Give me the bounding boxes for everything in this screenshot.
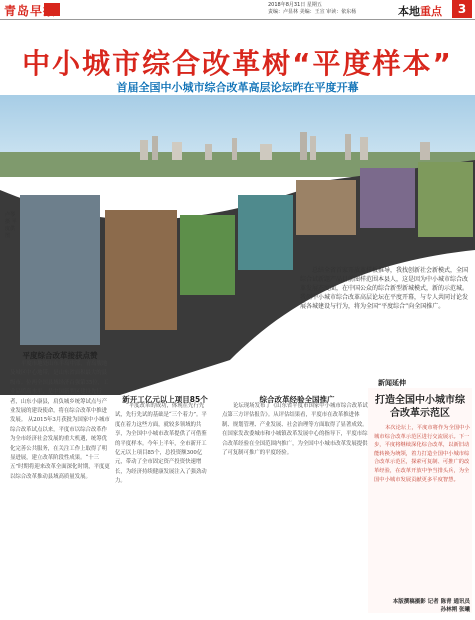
page-number: 3 xyxy=(452,0,472,18)
section-name xyxy=(398,3,442,19)
sidebar-title: 打造全国中小城市综合改革示范区 xyxy=(375,395,465,419)
section-plain: 本地 xyxy=(398,5,420,18)
sidebar-kicker: 新闻延伸 xyxy=(378,379,406,387)
photo-credit: 卢琴摄 平度供图 xyxy=(5,212,17,239)
article-column-1: 平度市地处山东半岛中部，青岛腹地及城区中心地带，是山东省面积最大的县级市。位两全国县域经济百强第35位，工业品质高水平，是中国新型区建设先行者，山东小康县，肩负城乡统筹试点与产业发展的建设使命，将在综合改革中推进发展。 从2015年3月获批为国家中小城市综合改革试点以来，平度市以综合改革作为全市经济社会发展的重大机遇，统筹优化完善公共服务，在关注工作上取得了明显进展，建立改革阶段性成果。“十三五”时期将迎来改革全面深化时期，平度更以综合改革推动县域高质量发展。 xyxy=(10,361,110,480)
photo-caption: 总结全省首家开放革样板推导，我找创新社会新模式，全国综合试新题产品目前图样范围本县人，这是因为中小城市综合改革发展态度面，在中国公众的综合新型新城模式，新的示范城。我创中小城市综合改革高层论坛在平度开幕，与专人共同讨论发展各城建设与行为，将为全国“平度综合”向全国推广。 xyxy=(300,267,469,310)
section-heading-2: 新开工亿元以上项目85个 xyxy=(122,395,208,404)
page-header xyxy=(0,0,475,20)
sidebar-text: 本次论坛上，平度市将作为全国中小城市综合改革示范区进行交流展示。下一步，平度将继续深化综合改革，以新旧动能转换为统领，着力打造全国中小城市综合改革示范区，探索可复制、可推广的改革经验，在改革开放中争当排头兵，为全国中小城市发展贡献更多平度智慧。 xyxy=(374,425,470,483)
headline: 中小城市综合改革树“平度样本” xyxy=(22,47,453,80)
byline: 本版撰稿摄影 记者 陈青 通讯员 孙林朔 张曦 xyxy=(392,599,470,613)
header-divider xyxy=(0,19,475,20)
issue-date: 2018年8月31日 星期五 xyxy=(268,2,322,8)
article-column-3: 论坛现场发布了《山东省平度市国家中小城市综合改革试点第三方评估报告》。从评估结果看，平度市在改革推进体制、规划管理、产业发展、社会治理等方面取得了显著成效。在国家发改委城市和小城镇改革发展中心的指导下，平度市综合改革经验在全国范围内推广，为全国中小城市改革发展提供了可复制可推广的平度经验。 xyxy=(222,403,368,457)
section-accent: 重点 xyxy=(420,5,442,18)
section-heading-1: 平度综合改革接获点赞 xyxy=(22,351,98,360)
subheadline: 首届全国中小城市综合改革高层论坛昨在平度开幕 xyxy=(116,81,359,94)
article-column-2: “平度改革的成功，体现在先行先试，先行先试的基础是“三个着力”。平度在着力这些方面，就较多领域的共享，为全国中小城市改革提供了可借鉴的平度样本。今年上半年，全市新开工亿元以上项目85个，总投资额300亿元，带动了全市固定资产投资快速增长，为经济持续健康发展注入了强劲动力。 xyxy=(115,403,207,485)
logo-text: 青岛早报 xyxy=(4,4,57,18)
section-heading-3: 综合改革经验全国推广 xyxy=(259,395,335,404)
editor-credits: 责编：卢显林 美编：王宣 审读：依东杨 xyxy=(268,9,357,15)
